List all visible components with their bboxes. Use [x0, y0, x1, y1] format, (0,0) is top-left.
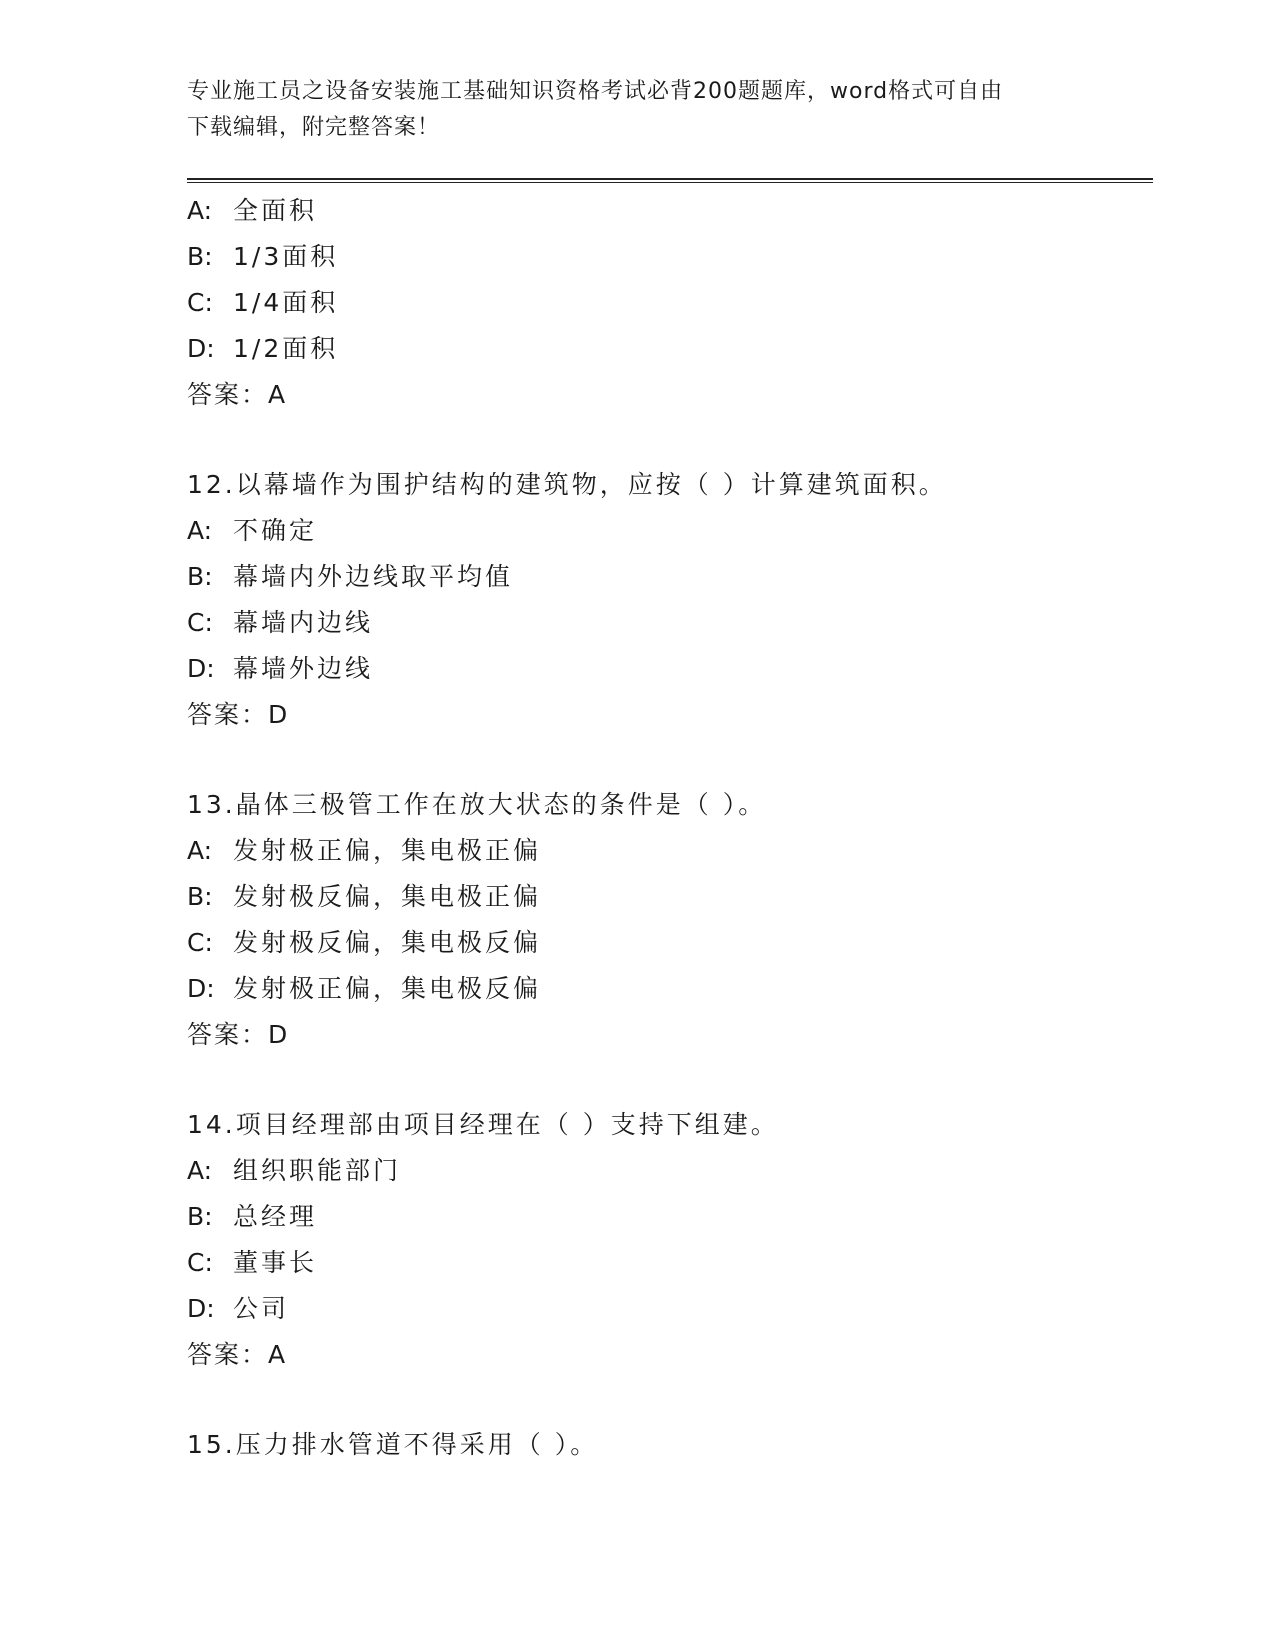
- question-15: [187, 1422, 1153, 1468]
- question-13: [187, 782, 1153, 1058]
- header-line-1: 专业施工员之设备安装施工基础知识资格考试必背200题题库，word格式可自由: [187, 79, 1004, 104]
- answer-line: 答案：D: [187, 1020, 290, 1049]
- question-fragment: [187, 188, 1153, 418]
- document-header: [187, 74, 1067, 146]
- option-a: A: 不确定: [187, 516, 318, 545]
- question-stem: 13.晶体三极管工作在放大状态的条件是（ ）。: [187, 790, 767, 819]
- header-divider-thin: [187, 182, 1153, 183]
- option-c: C: 发射极反偏，集电极反偏: [187, 928, 542, 957]
- question-list: [187, 188, 1153, 1468]
- answer-line: 答案：D: [187, 700, 290, 729]
- question-12: [187, 462, 1153, 738]
- header-divider-thick: [187, 178, 1153, 180]
- option-c: C: 1/4面积: [187, 288, 339, 317]
- option-a: A: 组织职能部门: [187, 1156, 402, 1185]
- answer-line: 答案：A: [187, 1340, 288, 1369]
- option-c: C: 幕墙内边线: [187, 608, 374, 637]
- option-d: D: 发射极正偏，集电极反偏: [187, 974, 542, 1003]
- option-a: A: 发射极正偏，集电极正偏: [187, 836, 542, 865]
- question-stem: 15.压力排水管道不得采用（ ）。: [187, 1430, 599, 1459]
- question-stem: 14.项目经理部由项目经理在（ ）支持下组建。: [187, 1110, 779, 1139]
- option-d: D: 1/2面积: [187, 334, 339, 363]
- answer-line: 答案：A: [187, 380, 288, 409]
- option-b: B: 发射极反偏，集电极正偏: [187, 882, 542, 911]
- option-c: C: 董事长: [187, 1248, 318, 1277]
- option-b: B: 总经理: [187, 1202, 318, 1231]
- option-b: B: 1/3面积: [187, 242, 339, 271]
- question-stem: 12.以幕墙作为围护结构的建筑物，应按（ ）计算建筑面积。: [187, 470, 947, 499]
- option-d: D: 幕墙外边线: [187, 654, 374, 683]
- option-a: A: 全面积: [187, 196, 318, 225]
- option-b: B: 幕墙内外边线取平均值: [187, 562, 514, 591]
- question-14: [187, 1102, 1153, 1378]
- header-line-2: 下载编辑，附完整答案！: [187, 115, 441, 140]
- option-d: D: 公司: [187, 1294, 290, 1323]
